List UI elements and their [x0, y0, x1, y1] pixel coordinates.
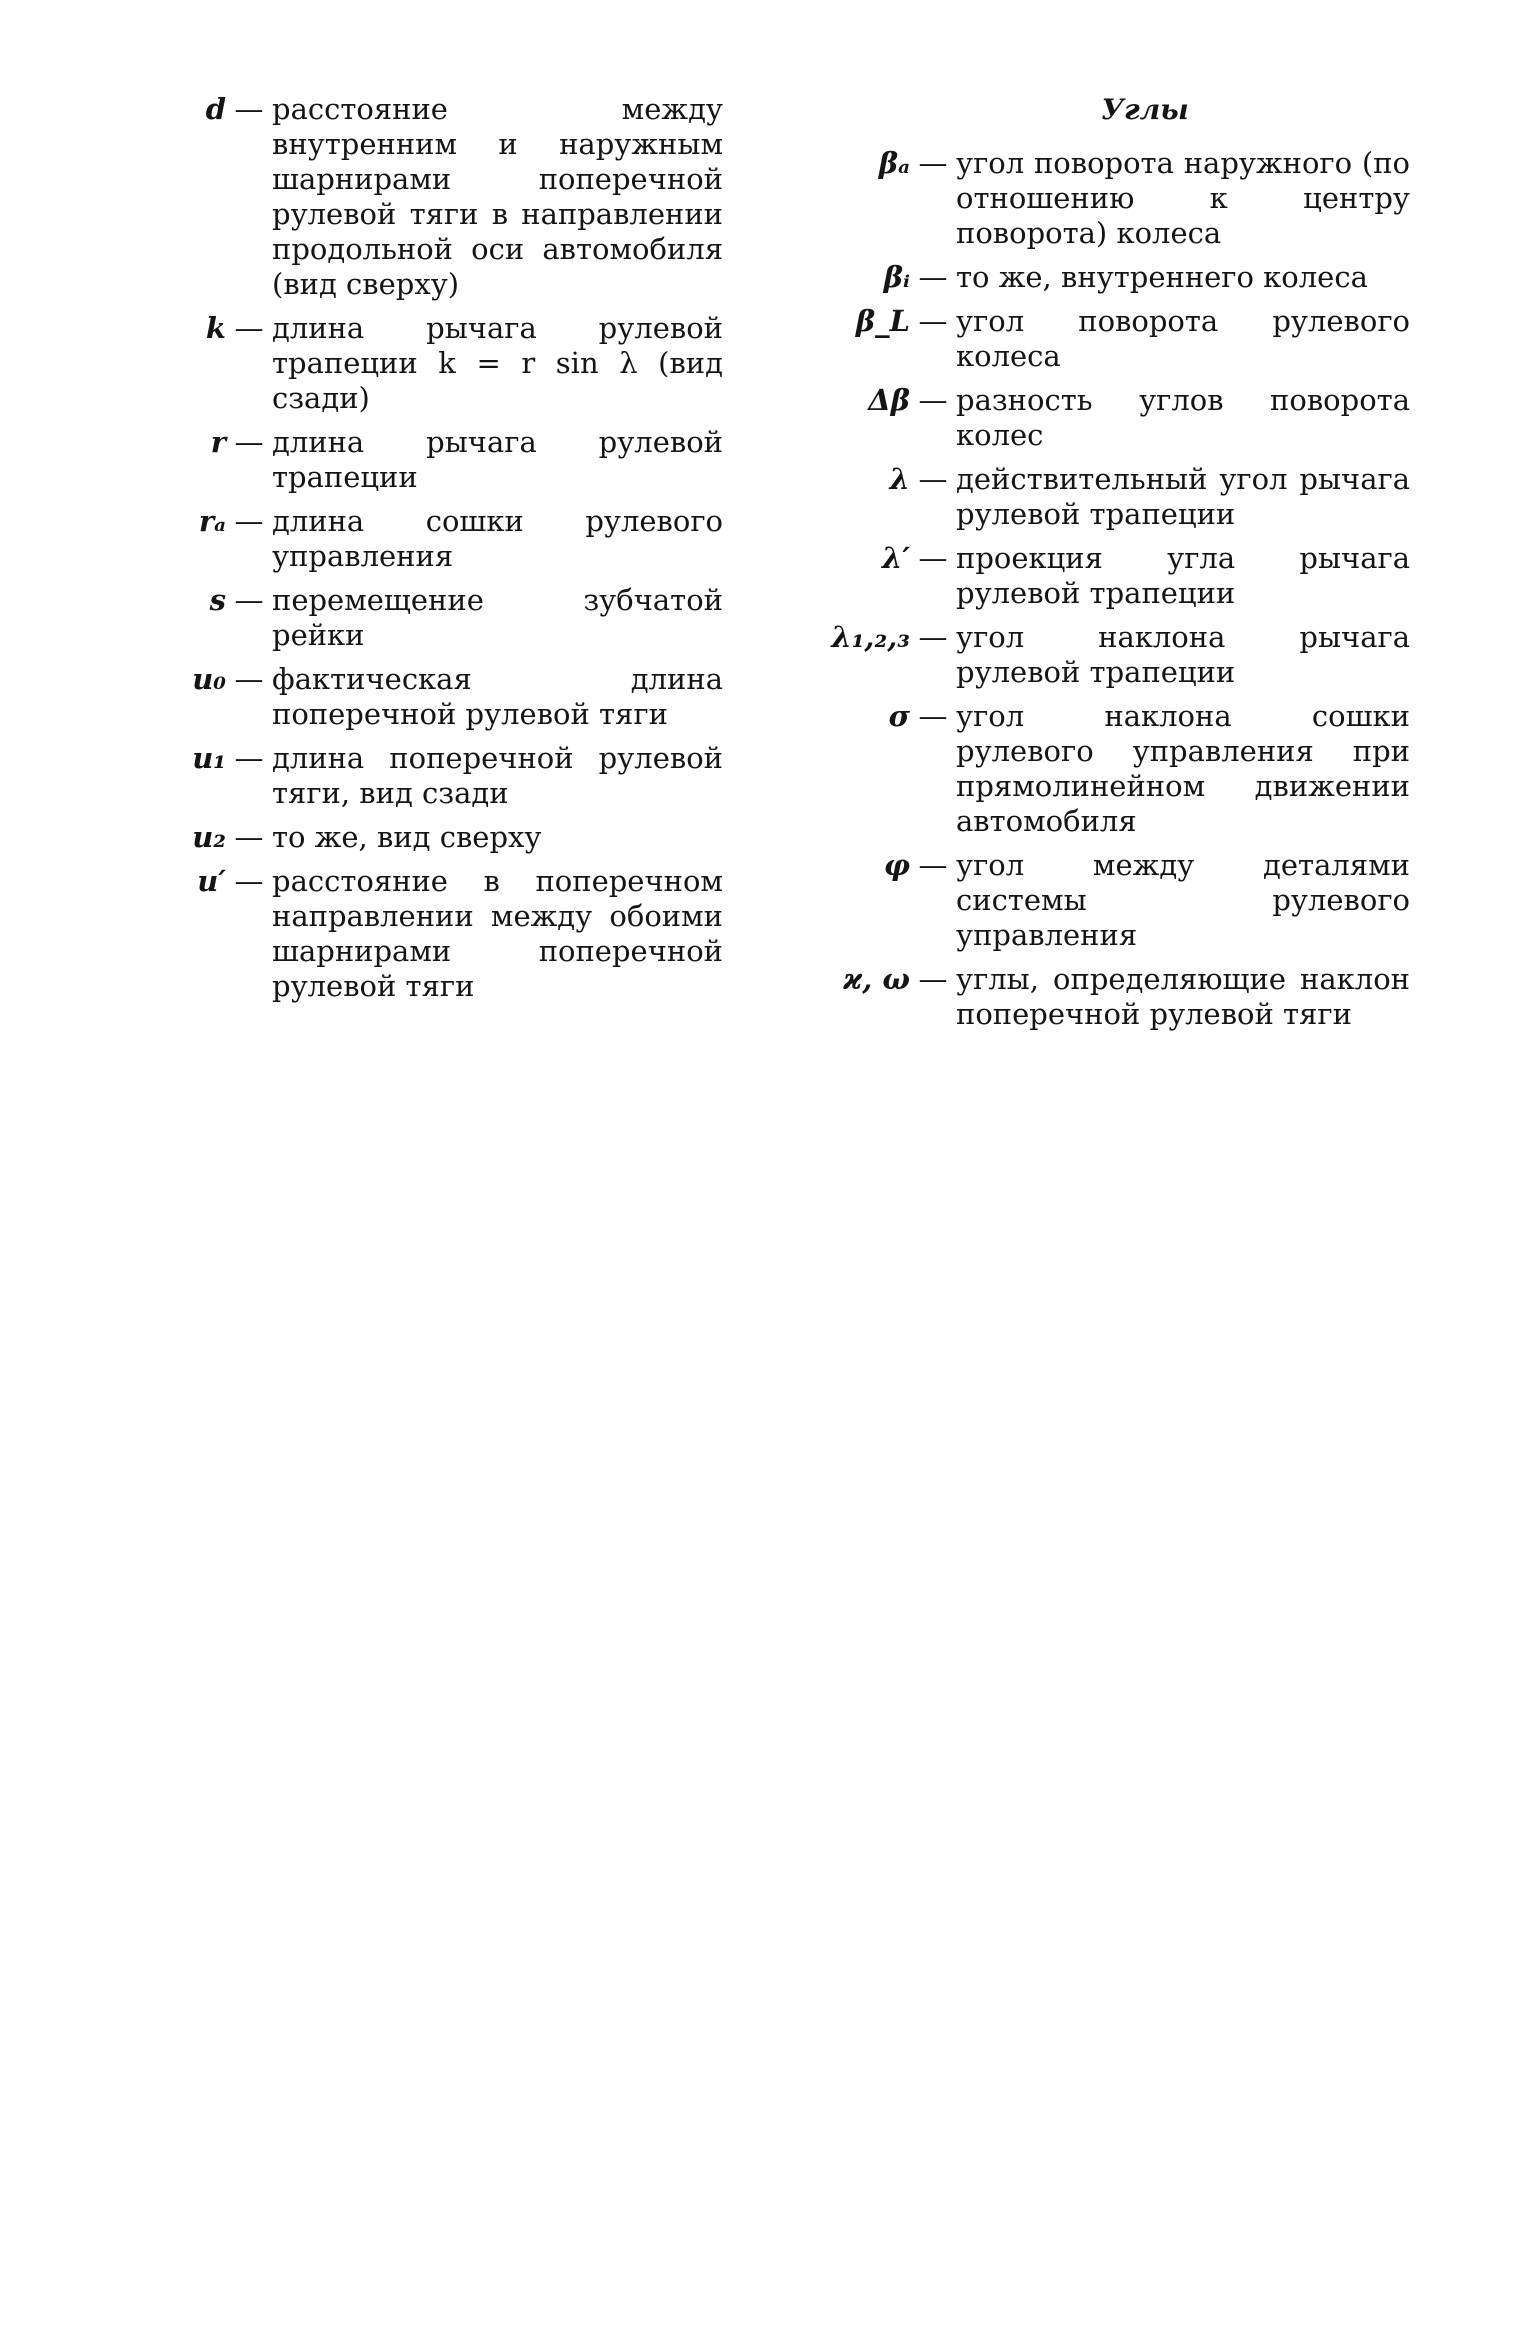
dash: —	[918, 304, 948, 338]
dash: —	[918, 541, 948, 575]
dash: —	[234, 583, 264, 617]
definition-text: длина сошки рулевого управления	[272, 504, 723, 573]
dash: —	[918, 462, 948, 496]
definition-entry-lambda	[820, 462, 1410, 532]
definition-text: угол наклона сошки рулевого управления при прямолинейном движении автомобиля	[956, 699, 1410, 838]
symbol: λ₁,₂,₃	[831, 620, 910, 654]
symbol: rₐ	[198, 504, 226, 538]
definition-entry-u-prime	[190, 864, 723, 1004]
definition-entry-ra	[190, 504, 723, 574]
dash: —	[234, 864, 264, 898]
symbol: s	[209, 583, 226, 617]
dash: —	[918, 146, 948, 180]
definition-entry-lambda-123	[820, 620, 1410, 690]
symbol: φ	[883, 848, 910, 882]
definition-entry-s	[190, 583, 723, 653]
definition-text: угол наклона рычага рулевой трапеции	[956, 620, 1410, 689]
definition-text: угол поворота наружного (по отношению к центру поворота) колеса	[956, 146, 1410, 250]
symbol: σ	[888, 699, 910, 733]
dash: —	[234, 504, 264, 538]
definition-entry-beta-l	[820, 304, 1410, 374]
dash: —	[918, 848, 948, 882]
definition-text: перемещение зубчатой рейки	[272, 583, 723, 652]
definition-text: длина поперечной рулевой тяги, вид сзади	[272, 741, 723, 810]
dash: —	[234, 820, 264, 854]
definition-entry-delta-beta	[820, 383, 1410, 453]
symbol: βₐ	[878, 146, 910, 180]
symbol: r	[210, 425, 226, 459]
dash: —	[234, 92, 264, 126]
symbol: ϰ, ω	[843, 962, 910, 996]
definition-entry-r	[190, 425, 723, 495]
definition-entry-phi	[820, 848, 1410, 953]
definition-text: фактическая длина поперечной рулевой тяги	[272, 662, 723, 731]
definition-text: углы, определяющие наклон поперечной рулевой тяги	[956, 962, 1410, 1031]
dash: —	[918, 260, 948, 294]
definition-text: то же, вид сверху	[272, 820, 542, 854]
definition-text: длина рычага рулевой трапеции k = r sin λ (вид сзади)	[272, 311, 723, 415]
symbol: d	[205, 92, 226, 126]
definition-entry-u1	[190, 741, 723, 811]
definition-entry-k	[190, 311, 723, 416]
definition-text: угол поворота рулевого колеса	[956, 304, 1410, 373]
dash: —	[234, 311, 264, 345]
dash: —	[234, 425, 264, 459]
definition-entry-beta-i	[820, 260, 1410, 295]
definition-entry-sigma	[820, 699, 1410, 839]
symbol: β_L	[855, 304, 910, 338]
symbol: u₁	[192, 741, 226, 775]
section-title-angles: Углы	[1101, 93, 1189, 126]
dash: —	[918, 383, 948, 417]
definition-text: расстояние в поперечном направлении между обоими шарнирами поперечной рулевой тяги	[272, 864, 723, 1003]
definition-text: то же, внутреннего колеса	[956, 260, 1368, 294]
definition-text: расстояние между внутренним и наружным шарнирами поперечной рулевой тяги в направлении продольной оси автомобиля (вид сверху)	[272, 92, 723, 301]
definition-entry-d	[190, 92, 723, 302]
symbol: βᵢ	[883, 260, 910, 294]
dash: —	[234, 741, 264, 775]
definition-text: длина рычага рулевой трапеции	[272, 425, 723, 494]
symbol: u₀	[192, 662, 226, 696]
definition-entry-u2	[190, 820, 723, 855]
dash: —	[234, 662, 264, 696]
symbols-column-left	[190, 92, 723, 1013]
dash: —	[918, 962, 948, 996]
definition-text: угол между деталями системы рулевого управления	[956, 848, 1410, 952]
definition-entry-kappa-omega	[820, 962, 1410, 1032]
symbol: u′	[197, 864, 226, 898]
symbol: Δβ	[868, 383, 910, 417]
definition-entry-lambda-prime	[820, 541, 1410, 611]
dash: —	[918, 699, 948, 733]
definition-entry-beta-a	[820, 146, 1410, 251]
symbol: u₂	[192, 820, 226, 854]
symbol: k	[205, 311, 226, 345]
symbol: λ′	[882, 541, 910, 575]
definition-text: разность углов поворота колес	[956, 383, 1410, 452]
symbol: λ	[889, 462, 910, 496]
definition-text: проекция угла рычага рулевой трапеции	[956, 541, 1410, 610]
definition-text: действительный угол рычага рулевой трапеции	[956, 462, 1410, 531]
definition-entry-u0	[190, 662, 723, 732]
angles-column-right	[820, 92, 1410, 1041]
dash: —	[918, 620, 948, 654]
